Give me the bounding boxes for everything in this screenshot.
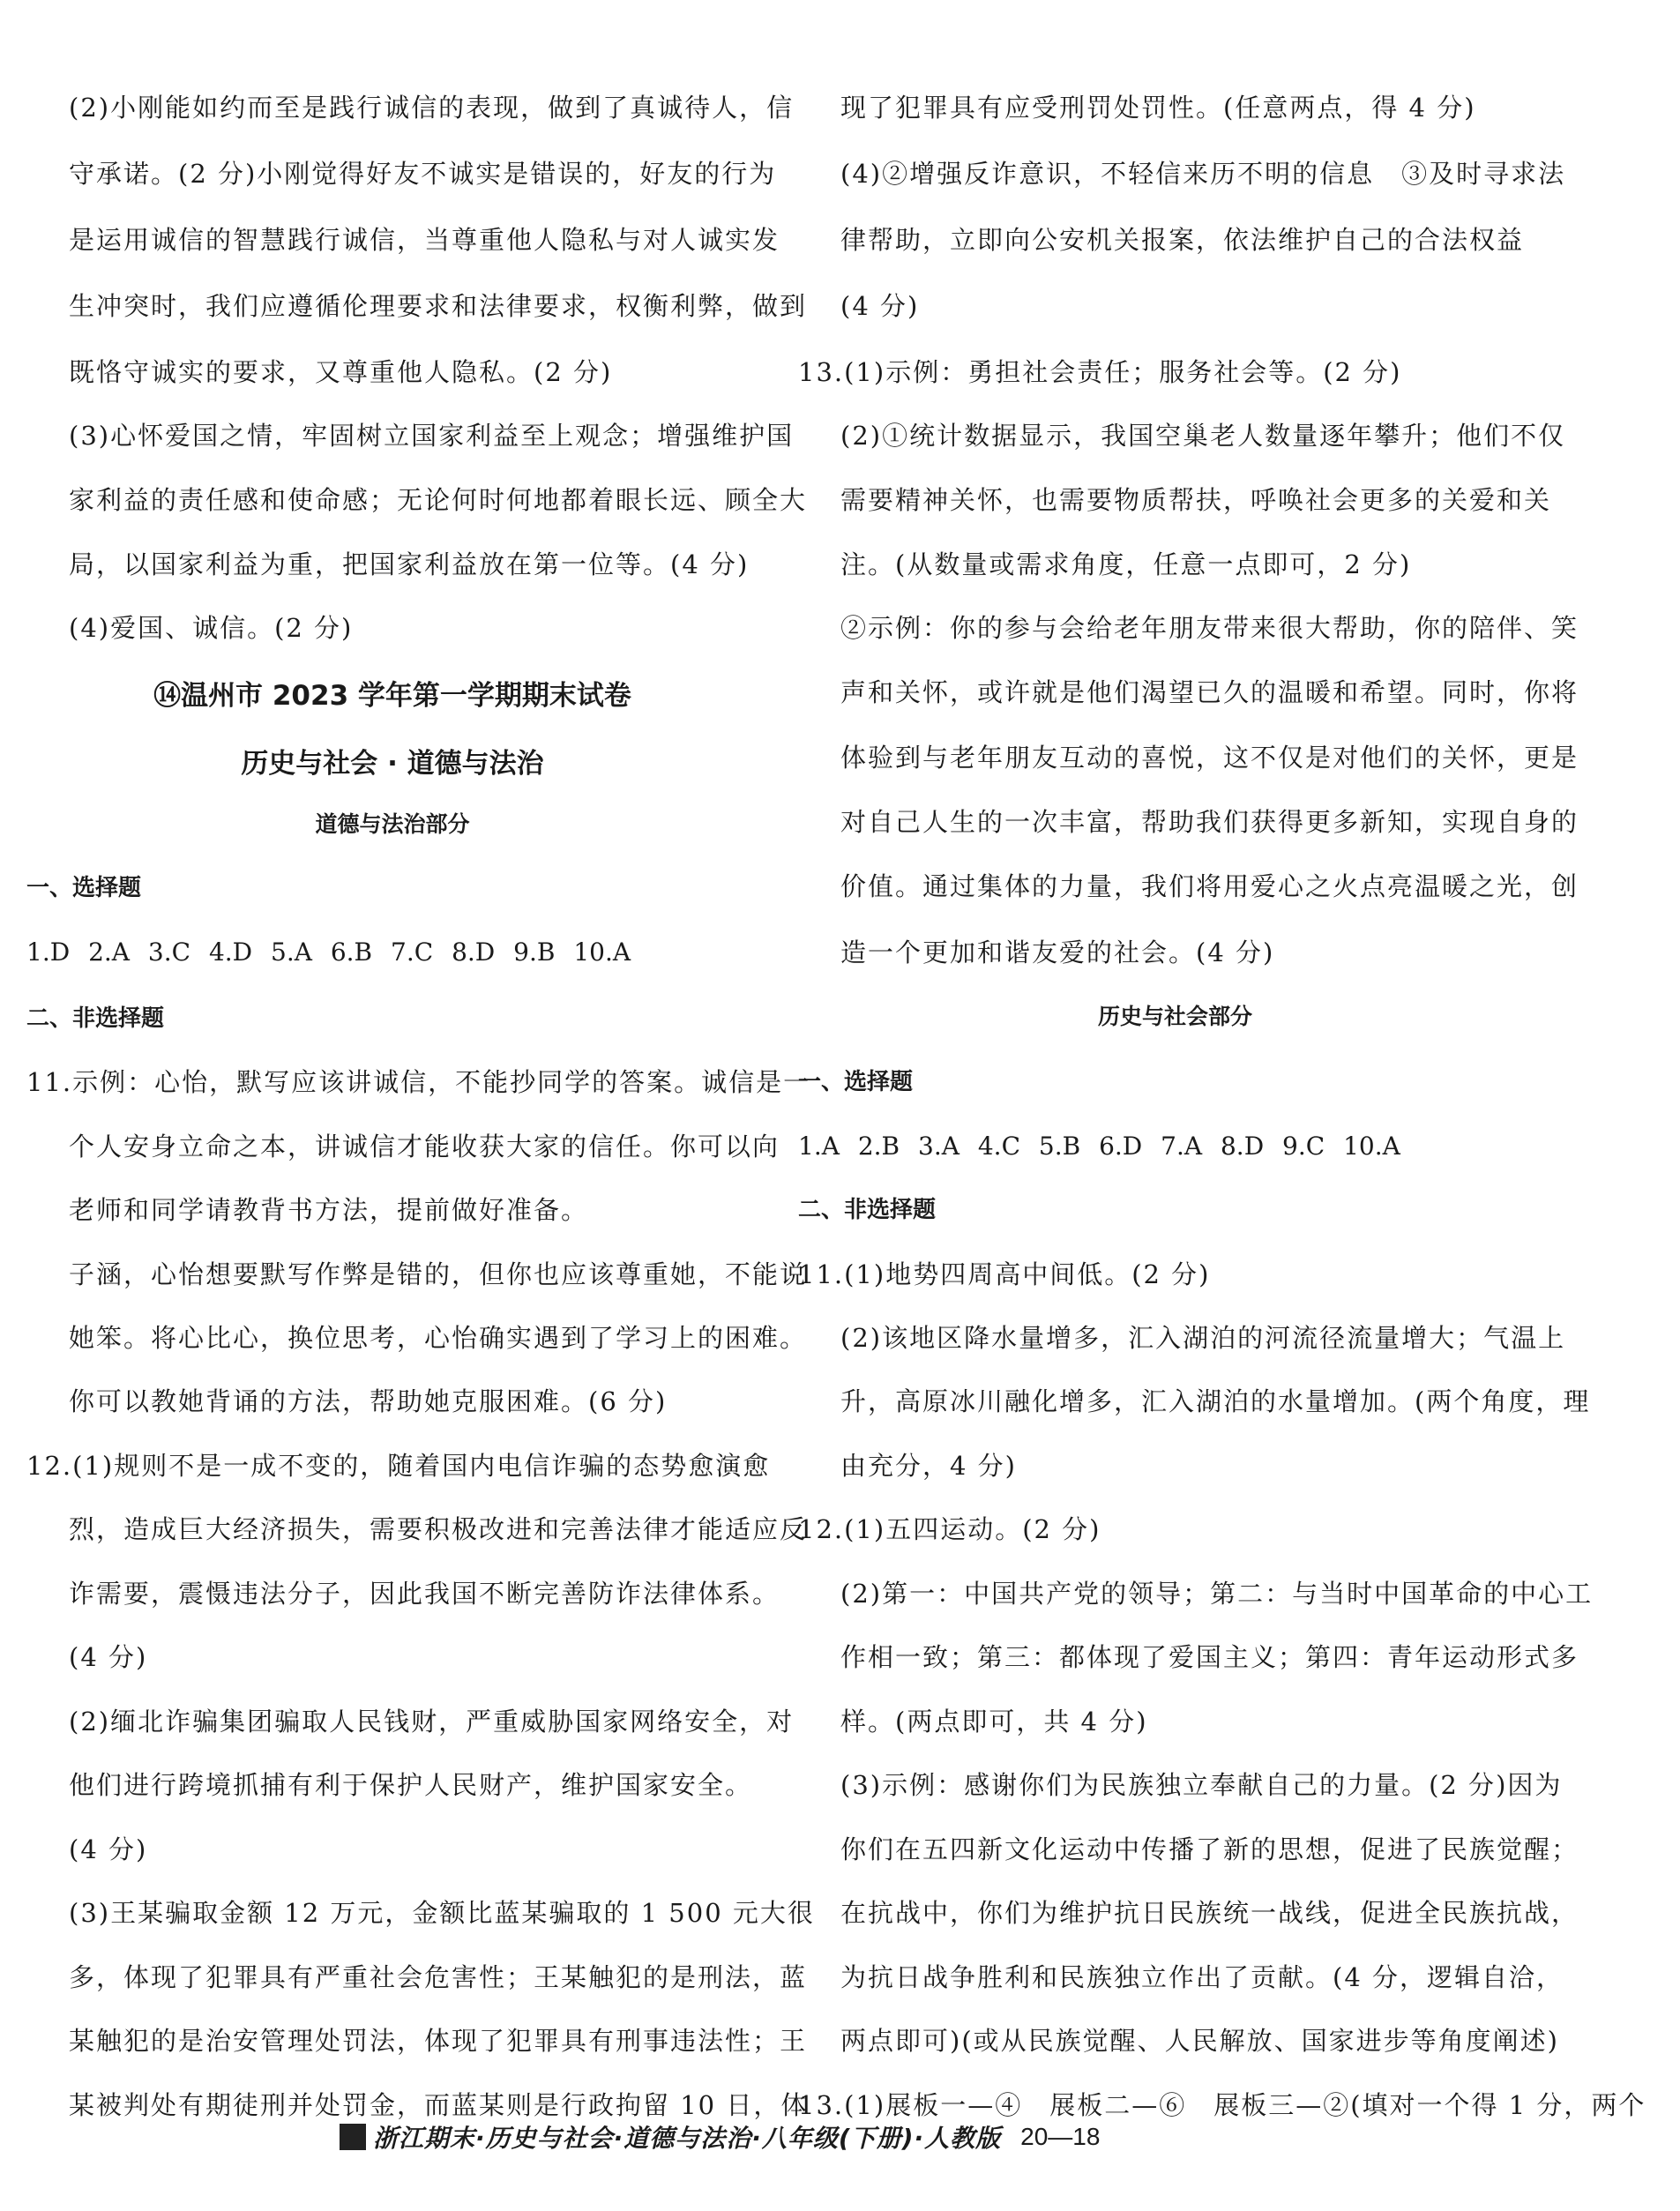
choice-answers: 1.A 2.B 3.A 4.C 5.B 6.D 7.A 8.D 9.C 10.A [798, 1132, 1400, 1161]
text-line: 升，高原冰川融化增多，汇入湖泊的水量增加。(两个角度，理 [840, 1386, 1591, 1416]
section-heading: 二、非选择题 [798, 1197, 937, 1223]
text-line: 局，以国家利益为重，把国家利益放在第一位等。(4 分) [69, 549, 750, 579]
footer-book-title: 浙江期末·历史与社会·道德与法治·八年级(下册)·人教版 [373, 2124, 1002, 2153]
text-line: 是运用诚信的智慧践行诚信，当尊重他人隐私与对人诚实发 [69, 225, 780, 255]
text-line: 声和关怀，或许就是他们渴望已久的温暖和希望。同时，你将 [840, 677, 1579, 707]
text-line: (2)该地区降水量增多，汇入湖泊的河流径流量增大；气温上 [840, 1323, 1566, 1353]
text-line: (3)示例：感谢你们为民族独立奉献自己的力量。(2 分)因为 [840, 1770, 1563, 1800]
text-line: 他们进行跨境抓捕有利于保护人民财产，维护国家安全。 [69, 1770, 753, 1800]
part-title: 历史与社会部分 [1097, 1004, 1252, 1029]
text-line: 体验到与老年朋友互动的喜悦，这不仅是对他们的关怀，更是 [840, 743, 1579, 773]
text-line: (2)缅北诈骗集团骗取人民钱财，严重威胁国家网络安全，对 [69, 1707, 795, 1737]
text-line: 在抗战中，你们为维护抗日民族统一战线，促进全民族抗战， [840, 1898, 1579, 1928]
text-line: (2)小刚能如约而至是践行诚信的表现，做到了真诚待人，信 [69, 93, 795, 123]
text-line: 13.(1)展板一—④ 展板二—⑥ 展板三—②(填对一个得 1 分，两个 [798, 2090, 1646, 2120]
text-line: 某被判处有期徒刑并处罚金，而蓝某则是行政拘留 10 日，体 [69, 2090, 809, 2120]
text-line: (2)①统计数据显示，我国空巢老人数量逐年攀升；他们不仅 [840, 421, 1566, 451]
text-line: (4)②增强反诈意识，不轻信来历不明的信息 ③及时寻求法 [840, 159, 1566, 189]
text-line: 由充分，4 分) [840, 1451, 1017, 1481]
text-line: 烈，造成巨大经济损失，需要积极改进和完善法律才能适应反 [69, 1514, 808, 1544]
footer-square-icon [340, 2124, 366, 2150]
text-line: 两点即可)(或从民族觉醒、人民解放、国家进步等角度阐述) [840, 2026, 1559, 2056]
text-line: (4 分) [840, 291, 920, 321]
text-line: (3)心怀爱国之情，牢固树立国家利益至上观念；增强维护国 [69, 421, 795, 451]
choice-answers: 1.D 2.A 3.C 4.D 5.A 6.B 7.C 8.D 9.B 10.A [26, 937, 631, 967]
text-line: 她笨。将心比心，换位思考，心怡确实遇到了学习上的困难。 [69, 1323, 808, 1353]
text-line: 对自己人生的一次丰富，帮助我们获得更多新知，实现自身的 [840, 807, 1579, 837]
text-line: 你可以教她背诵的方法，帮助她克服困难。(6 分) [69, 1386, 668, 1416]
text-line: 某触犯的是治安管理处罚法，体现了犯罪具有刑事违法性；王 [69, 2026, 808, 2056]
text-line: 作相一致；第三：都体现了爱国主义；第四：青年运动形式多 [840, 1642, 1579, 1672]
text-line: 样。(两点即可，共 4 分) [840, 1707, 1148, 1737]
subject-title: 历史与社会 · 道德与法治 [241, 748, 544, 780]
text-line: ②示例：你的参与会给老年朋友带来很大帮助，你的陪伴、笑 [840, 613, 1579, 643]
text-line: 诈需要，震慑违法分子，因此我国不断完善防诈法律体系。 [69, 1579, 780, 1609]
text-line: 现了犯罪具有应受刑罚处罚性。(任意两点，得 4 分) [840, 93, 1476, 123]
text-line: 律帮助，立即向公安机关报案，依法维护自己的合法权益 [840, 225, 1525, 255]
text-line: (2)第一：中国共产党的领导；第二：与当时中国革命的中心工 [840, 1579, 1594, 1609]
page-footer [340, 2118, 1221, 2156]
text-line: (4 分) [69, 1834, 148, 1864]
text-line: 多，体现了犯罪具有严重社会危害性；王某触犯的是刑法，蓝 [69, 1962, 808, 1992]
text-line: 生冲突时，我们应遵循伦理要求和法律要求，权衡利弊，做到 [69, 291, 808, 321]
text-line: 你们在五四新文化运动中传播了新的思想，促进了民族觉醒； [840, 1834, 1579, 1864]
text-line: 老师和同学请教背书方法，提前做好准备。 [69, 1195, 589, 1225]
text-line: 11.(1)地势四周高中间低。(2 分) [798, 1259, 1211, 1289]
text-line: 13.(1)示例：勇担社会责任；服务社会等。(2 分) [798, 357, 1402, 387]
text-line: 需要精神关怀，也需要物质帮扶，呼唤社会更多的关爱和关 [840, 485, 1552, 515]
text-line: 12.(1)五四运动。(2 分) [798, 1514, 1101, 1544]
part-title: 道德与法治部分 [315, 811, 470, 837]
text-line: (4)爱国、诚信。(2 分) [69, 613, 354, 643]
text-line: 11.示例：心怡，默写应该讲诚信，不能抄同学的答案。诚信是一 [26, 1067, 811, 1097]
page-number: 20—18 [1020, 2123, 1101, 2150]
text-line: 造一个更加和谐友爱的社会。(4 分) [840, 937, 1275, 967]
text-line: (4 分) [69, 1642, 148, 1672]
text-line: (3)王某骗取金额 12 万元，金额比蓝某骗取的 1 500 元大很 [69, 1898, 815, 1928]
text-line: 12.(1)规则不是一成不变的，随着国内电信诈骗的态势愈演愈 [26, 1451, 771, 1481]
exam-title: ⑭温州市 2023 学年第一学期期末试卷 [153, 680, 631, 712]
text-line: 价值。通过集体的力量，我们将用爱心之火点亮温暖之光，创 [840, 871, 1579, 901]
text-line: 注。(从数量或需求角度，任意一点即可，2 分) [840, 549, 1412, 579]
section-heading: 一、选择题 [26, 875, 142, 901]
section-heading: 一、选择题 [798, 1069, 914, 1095]
text-line: 个人安身立命之本，讲诚信才能收获大家的信任。你可以向 [69, 1132, 780, 1162]
text-line: 家利益的责任感和使命感；无论何时何地都着眼长远、顾全大 [69, 485, 808, 515]
text-line: 既恪守诚实的要求，又尊重他人隐私。(2 分) [69, 357, 613, 387]
text-line: 子涵，心怡想要默写作弊是错的，但你也应该尊重她，不能说 [69, 1259, 808, 1289]
text-line: 守承诺。(2 分)小刚觉得好友不诚实是错误的，好友的行为 [69, 159, 777, 189]
text-line: 为抗日战争胜利和民族独立作出了贡献。(4 分，逻辑自洽， [840, 1962, 1564, 1992]
section-heading: 二、非选择题 [26, 1005, 165, 1032]
